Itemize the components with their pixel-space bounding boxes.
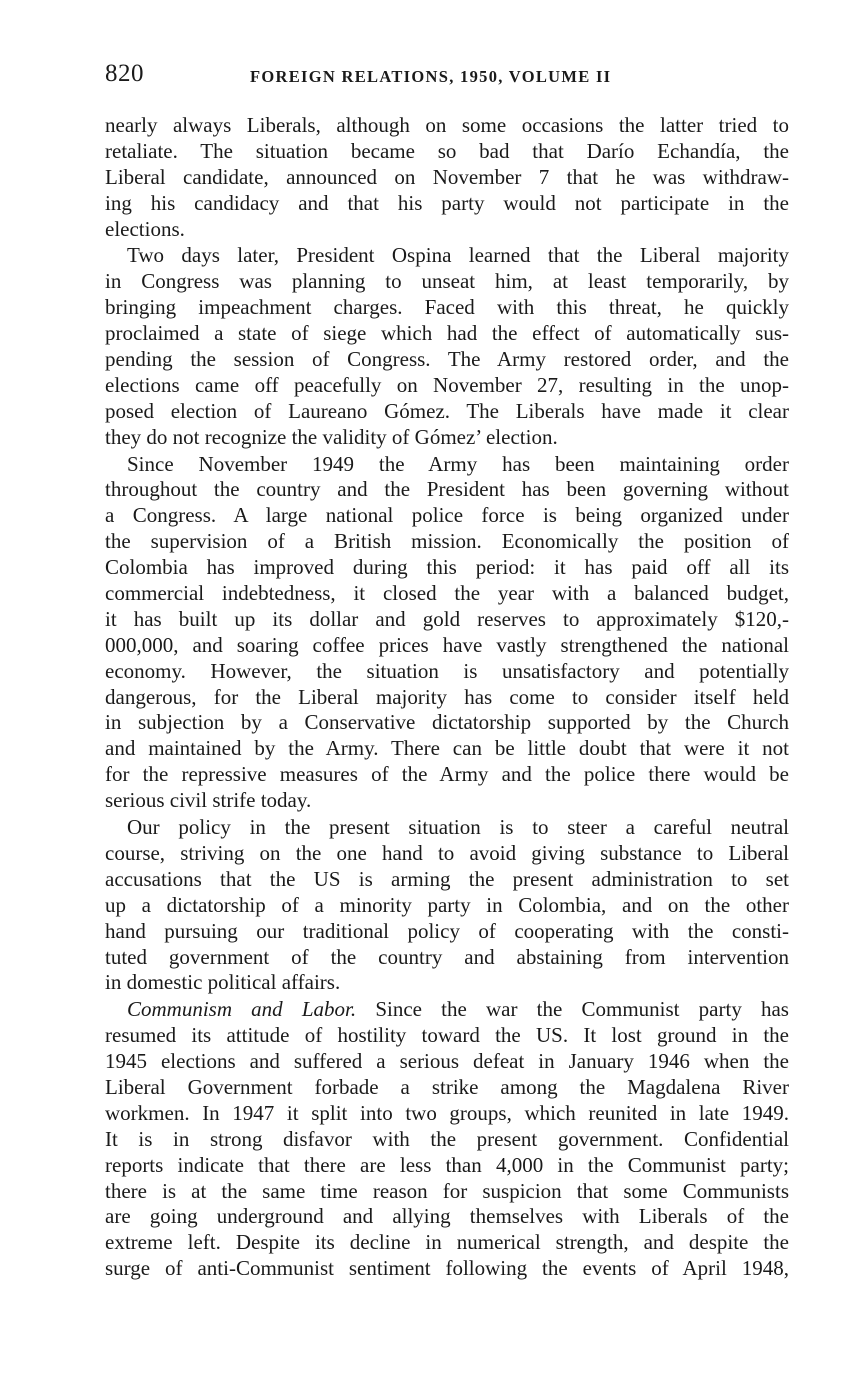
line-text: a Congress. A large national police force is being organized under xyxy=(105,503,789,528)
line-text: the supervision of a British mission. Economically the position of xyxy=(105,529,789,554)
text-line xyxy=(105,893,789,919)
line-text: accusations that the US is arming the present administration to set xyxy=(105,866,789,891)
paragraph xyxy=(105,452,789,814)
text-line xyxy=(105,503,789,529)
text-line xyxy=(105,373,789,399)
paragraph xyxy=(105,815,789,996)
run-in-heading: Communism and Labor. xyxy=(127,997,357,1022)
text-line xyxy=(105,295,789,321)
text-line xyxy=(105,970,789,996)
text-line xyxy=(105,788,789,814)
line-text: elections came off peacefully on November 27, resulting in the unop- xyxy=(105,372,789,397)
line-text: Two days later, President Ospina learned that the Liberal majority xyxy=(127,243,789,268)
line-text: course, striving on the one hand to avoid giving substance to Liberal xyxy=(105,840,789,865)
line-text: 1945 elections and suffered a serious defeat in January 1946 when the xyxy=(105,1049,789,1074)
text-line xyxy=(105,477,789,503)
line-text: up a dictatorship of a minority party in Colombia, and on the other xyxy=(105,892,789,917)
line-text: resumed its attitude of hostility toward the US. It lost ground in the xyxy=(105,1023,789,1048)
text-line xyxy=(105,347,789,373)
line-text: Our policy in the present situation is to steer a careful neutral xyxy=(127,815,789,840)
line-text: pending the session of Congress. The Army restored order, and the xyxy=(105,347,789,372)
line-text: reports indicate that there are less than 4,000 in the Communist party; xyxy=(105,1152,789,1177)
text-line xyxy=(105,919,789,945)
text-line xyxy=(105,607,789,633)
text-line xyxy=(105,1256,789,1282)
text-line xyxy=(105,581,789,607)
text-line xyxy=(105,191,789,217)
line-text: in Congress was planning to unseat him, at least temporarily, by xyxy=(105,269,789,294)
line-text: proclaimed a state of siege which had the effect of automatically sus- xyxy=(105,321,789,346)
line-text: serious civil strife today. xyxy=(105,788,312,813)
text-line xyxy=(105,633,789,659)
line-text: Since November 1949 the Army has been maintaining order xyxy=(127,451,789,476)
text-line xyxy=(105,736,789,762)
line-text: It is in strong disfavor with the present government. Confidential xyxy=(105,1126,789,1151)
paragraph xyxy=(105,997,789,1282)
line-text: Since the war the Communist party has xyxy=(356,997,789,1022)
text-line xyxy=(105,685,789,711)
text-line xyxy=(105,1127,789,1153)
line-text: Liberal Government forbade a strike among the Magdalena River xyxy=(105,1074,789,1099)
text-line xyxy=(105,841,789,867)
running-title: FOREIGN RELATIONS, 1950, VOLUME II xyxy=(250,67,612,86)
text-line xyxy=(105,1075,789,1101)
text-line xyxy=(105,1049,789,1075)
line-text: dangerous, for the Liberal majority has come to consider itself held xyxy=(105,684,789,709)
line-text: throughout the country and the President has been governing without xyxy=(105,477,789,502)
text-line xyxy=(105,399,789,425)
page-number: 820 xyxy=(105,60,144,87)
text-line xyxy=(105,815,789,841)
text-line xyxy=(105,269,789,295)
body-text xyxy=(105,113,789,1282)
line-text: economy. However, the situation is unsatisfactory and potentially xyxy=(105,658,789,683)
text-line xyxy=(105,1204,789,1230)
text-line xyxy=(105,217,789,243)
line-text: elections. xyxy=(105,216,185,241)
running-head xyxy=(105,60,791,94)
text-line xyxy=(105,1023,789,1049)
text-line xyxy=(105,165,789,191)
line-text: surge of anti-Communist sentiment following the events of April 1948, xyxy=(105,1256,789,1281)
line-text: workmen. In 1947 it split into two groups, which reunited in late 1949. xyxy=(105,1100,789,1125)
line-text: commercial indebtedness, it closed the year with a balanced budget, xyxy=(105,581,789,606)
text-line xyxy=(105,113,789,139)
line-text: and maintained by the Army. There can be little doubt that were it not xyxy=(105,736,789,761)
line-text: there is at the same time reason for suspicion that some Communists xyxy=(105,1178,789,1203)
line-text: posed election of Laureano Gómez. The Liberals have made it clear xyxy=(105,398,789,423)
line-text: Colombia has improved during this period: it has paid off all its xyxy=(105,555,789,580)
text-line xyxy=(105,1179,789,1205)
line-text: retaliate. The situation became so bad that Darío Echandía, the xyxy=(105,138,789,163)
paragraph xyxy=(105,243,789,450)
line-text: Liberal candidate, announced on November 7 that he was withdraw- xyxy=(105,164,789,189)
line-text: for the repressive measures of the Army and the police there would be xyxy=(105,762,789,787)
line-text: it has built up its dollar and gold reserves to approximately $120,- xyxy=(105,606,789,631)
line-text: in domestic political affairs. xyxy=(105,970,341,995)
line-text: nearly always Liberals, although on some occasions the latter tried to xyxy=(105,113,789,137)
line-text: bringing impeachment charges. Faced with this threat, he quickly xyxy=(105,295,789,320)
text-line xyxy=(105,867,789,893)
text-line xyxy=(105,139,789,165)
text-line xyxy=(105,1153,789,1179)
line-text: extreme left. Despite its decline in numerical strength, and despite the xyxy=(105,1230,789,1255)
line-text: in subjection by a Conservative dictatorship supported by the Church xyxy=(105,710,789,735)
text-line xyxy=(105,710,789,736)
paragraph xyxy=(105,113,789,242)
text-line xyxy=(105,425,789,451)
text-line xyxy=(105,997,789,1023)
text-line xyxy=(105,659,789,685)
line-text: 000,000, and soaring coffee prices have vastly strengthened the national xyxy=(105,632,789,657)
text-line xyxy=(105,555,789,581)
line-text: hand pursuing our traditional policy of cooperating with the consti- xyxy=(105,918,789,943)
text-line xyxy=(105,529,789,555)
text-line xyxy=(105,243,789,269)
line-text: are going underground and allying themselves with Liberals of the xyxy=(105,1204,789,1229)
line-text: tuted government of the country and abstaining from intervention xyxy=(105,944,789,969)
text-line xyxy=(105,762,789,788)
line-text: they do not recognize the validity of Gómez’ election. xyxy=(105,424,558,449)
text-line xyxy=(105,945,789,971)
text-line xyxy=(105,321,789,347)
text-line xyxy=(105,452,789,478)
text-line xyxy=(105,1230,789,1256)
line-text: ing his candidacy and that his party would not participate in the xyxy=(105,190,789,215)
text-line xyxy=(105,1101,789,1127)
